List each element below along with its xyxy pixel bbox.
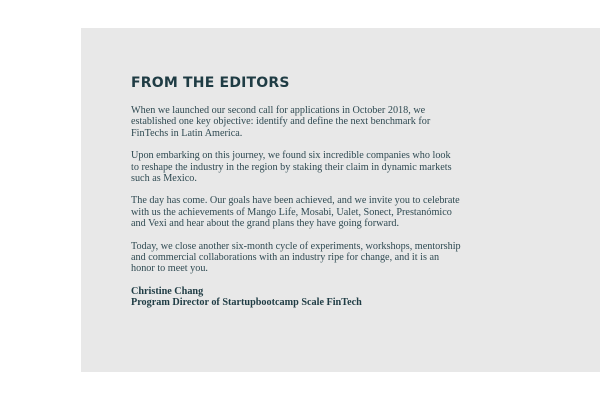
section-heading: FROM THE EDITORS [131,75,290,91]
signature-name: Christine Chang [131,285,204,297]
editors-letter [131,74,461,309]
paragraph-achievements: The day has come. Our goals have been achieved, and we invite you to celebrate with us the achievements of Mango Life, Mosabi, Ualet, Sonect, Prestanómico and Vexi and hear about the grand plans they have going forward. [131,195,460,230]
signature-title: Program Director of Startupbootcamp Scale FinTech [131,297,362,309]
paragraph-journey: Upon embarking on this journey, we found six incredible companies who look to reshape the industry in the region by staking their claim in dynamic markets such as Mexico. [131,150,452,185]
editors-panel [81,28,600,372]
paragraph-intro: When we launched our second call for applications in October 2018, we established one key objective: identify and define the next benchmark for FinTechs in Latin America. [131,105,431,139]
paragraph-closing: Today, we close another six-month cycle of experiments, workshops, mentorship and commercial collaborations with an industry ripe for change, and it is an honor to meet you. [131,240,461,275]
